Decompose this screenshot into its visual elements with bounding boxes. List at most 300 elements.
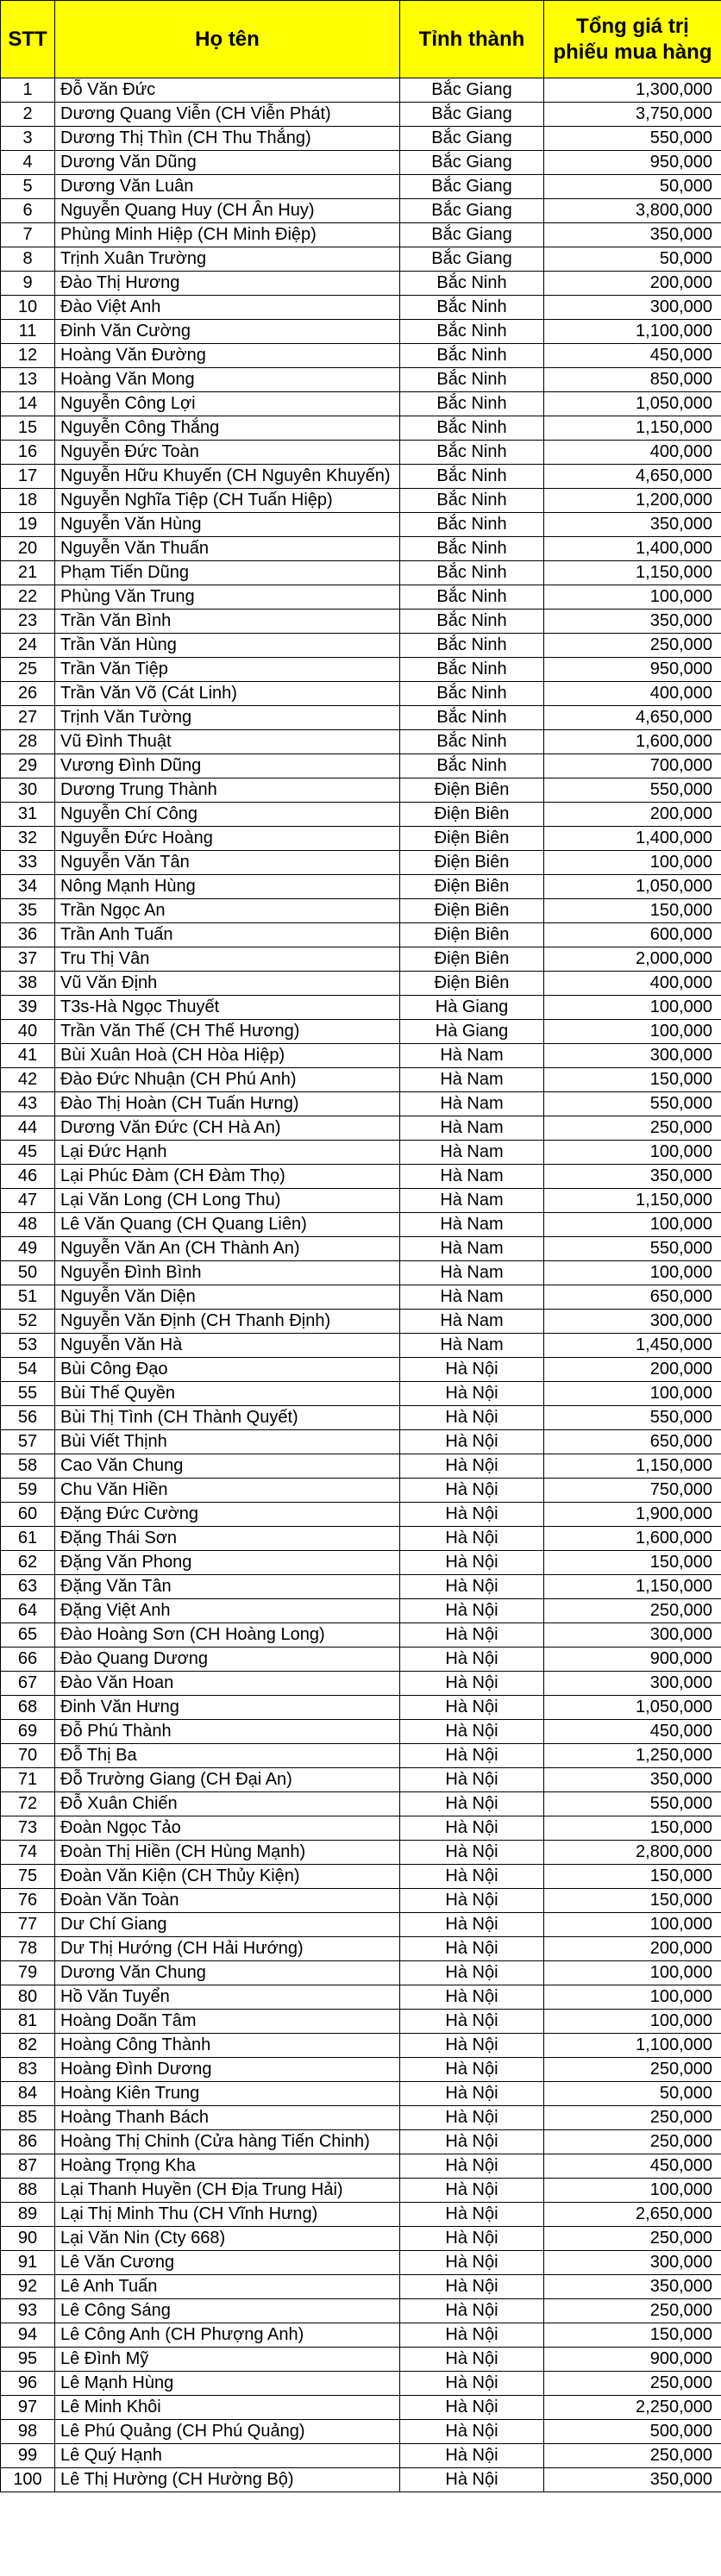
cell-name[interactable]: Lại Đức Hạnh	[55, 1141, 400, 1165]
cell-name[interactable]: Nguyễn Công Thắng	[55, 416, 400, 441]
cell-province[interactable]: Hà Nội	[400, 1406, 544, 1430]
cell-amount[interactable]: 1,050,000	[544, 875, 721, 899]
cell-province[interactable]: Hà Nội	[400, 2299, 544, 2323]
cell-amount[interactable]: 200,000	[544, 272, 721, 296]
cell-name[interactable]: Trần Văn Bình	[55, 610, 400, 634]
cell-stt[interactable]: 9	[1, 272, 55, 296]
cell-province[interactable]: Hà Nội	[400, 2348, 544, 2372]
cell-name[interactable]: Dư Chí Giang	[55, 1913, 400, 1937]
cell-stt[interactable]: 36	[1, 923, 55, 947]
cell-name[interactable]: Dương Trung Thành	[55, 778, 400, 803]
cell-amount[interactable]: 1,150,000	[544, 1189, 721, 1213]
cell-stt[interactable]: 10	[1, 296, 55, 320]
cell-stt[interactable]: 79	[1, 1961, 55, 1985]
cell-province[interactable]: Hà Nội	[400, 2130, 544, 2154]
cell-province[interactable]: Bắc Ninh	[400, 706, 544, 730]
cell-name[interactable]: Vương Đình Dũng	[55, 754, 400, 778]
cell-name[interactable]: T3s-Hà Ngọc Thuyết	[55, 996, 400, 1020]
cell-name[interactable]: Lại Phúc Đàm (CH Đàm Thọ)	[55, 1165, 400, 1189]
cell-amount[interactable]: 50,000	[544, 175, 721, 199]
cell-stt[interactable]: 60	[1, 1503, 55, 1527]
cell-amount[interactable]: 100,000	[544, 1141, 721, 1165]
cell-stt[interactable]: 34	[1, 875, 55, 899]
cell-stt[interactable]: 100	[1, 2468, 55, 2492]
cell-province[interactable]: Điện Biên	[400, 899, 544, 923]
cell-stt[interactable]: 51	[1, 1285, 55, 1310]
cell-province[interactable]: Hà Nam	[400, 1044, 544, 1068]
cell-name[interactable]: Dương Thị Thìn (CH Thu Thắng)	[55, 127, 400, 151]
cell-amount[interactable]: 1,050,000	[544, 1696, 721, 1720]
cell-province[interactable]: Hà Nội	[400, 1358, 544, 1382]
cell-amount[interactable]: 350,000	[544, 2275, 721, 2299]
cell-name[interactable]: Vũ Đình Thuật	[55, 730, 400, 754]
cell-province[interactable]: Điện Biên	[400, 778, 544, 803]
cell-name[interactable]: Hoàng Kiên Trung	[55, 2082, 400, 2106]
cell-name[interactable]: Lê Văn Quang (CH Quang Liên)	[55, 1213, 400, 1237]
cell-province[interactable]: Điện Biên	[400, 947, 544, 972]
cell-name[interactable]: Đoàn Văn Toàn	[55, 1889, 400, 1913]
cell-amount[interactable]: 150,000	[544, 1865, 721, 1889]
cell-name[interactable]: Lê Văn Cương	[55, 2251, 400, 2275]
cell-amount[interactable]: 250,000	[544, 2299, 721, 2323]
cell-name[interactable]: Nông Mạnh Hùng	[55, 875, 400, 899]
cell-stt[interactable]: 99	[1, 2444, 55, 2468]
cell-province[interactable]: Hà Nội	[400, 1575, 544, 1599]
cell-amount[interactable]: 450,000	[544, 2154, 721, 2179]
cell-stt[interactable]: 59	[1, 1479, 55, 1503]
cell-amount[interactable]: 400,000	[544, 972, 721, 996]
cell-name[interactable]: Đặng Văn Tân	[55, 1575, 400, 1599]
cell-province[interactable]: Điện Biên	[400, 851, 544, 875]
cell-province[interactable]: Bắc Ninh	[400, 272, 544, 296]
cell-amount[interactable]: 150,000	[544, 899, 721, 923]
cell-amount[interactable]: 550,000	[544, 1406, 721, 1430]
cell-province[interactable]: Hà Nam	[400, 1165, 544, 1189]
cell-name[interactable]: Nguyễn Đức Toàn	[55, 441, 400, 465]
cell-stt[interactable]: 33	[1, 851, 55, 875]
cell-province[interactable]: Hà Nội	[400, 1937, 544, 1961]
cell-province[interactable]: Hà Nội	[400, 1720, 544, 1744]
cell-amount[interactable]: 300,000	[544, 1672, 721, 1696]
cell-amount[interactable]: 50,000	[544, 247, 721, 272]
cell-amount[interactable]: 3,800,000	[544, 199, 721, 223]
cell-province[interactable]: Bắc Ninh	[400, 561, 544, 585]
cell-amount[interactable]: 550,000	[544, 1792, 721, 1816]
header-amount[interactable]: Tổng giá trị phiếu mua hàng	[544, 1, 721, 78]
cell-amount[interactable]: 700,000	[544, 754, 721, 778]
cell-stt[interactable]: 70	[1, 1744, 55, 1768]
cell-amount[interactable]: 300,000	[544, 2251, 721, 2275]
cell-amount[interactable]: 200,000	[544, 803, 721, 827]
cell-province[interactable]: Hà Nội	[400, 2010, 544, 2034]
cell-name[interactable]: Lê Phú Quảng (CH Phú Quảng)	[55, 2420, 400, 2444]
cell-stt[interactable]: 30	[1, 778, 55, 803]
cell-amount[interactable]: 100,000	[544, 2010, 721, 2034]
cell-amount[interactable]: 300,000	[544, 1310, 721, 1334]
cell-name[interactable]: Nguyễn Văn Hùng	[55, 513, 400, 537]
cell-amount[interactable]: 250,000	[544, 2444, 721, 2468]
cell-stt[interactable]: 25	[1, 658, 55, 682]
cell-amount[interactable]: 600,000	[544, 923, 721, 947]
cell-stt[interactable]: 86	[1, 2130, 55, 2154]
cell-name[interactable]: Đào Việt Anh	[55, 296, 400, 320]
cell-amount[interactable]: 350,000	[544, 610, 721, 634]
cell-stt[interactable]: 69	[1, 1720, 55, 1744]
cell-name[interactable]: Đỗ Xuân Chiến	[55, 1792, 400, 1816]
cell-province[interactable]: Bắc Ninh	[400, 392, 544, 416]
cell-amount[interactable]: 400,000	[544, 682, 721, 706]
cell-amount[interactable]: 250,000	[544, 1599, 721, 1623]
cell-amount[interactable]: 550,000	[544, 1237, 721, 1261]
cell-stt[interactable]: 67	[1, 1672, 55, 1696]
cell-name[interactable]: Hoàng Văn Đường	[55, 344, 400, 368]
cell-amount[interactable]: 1,050,000	[544, 392, 721, 416]
cell-name[interactable]: Nguyễn Nghĩa Tiệp (CH Tuấn Hiệp)	[55, 489, 400, 513]
cell-amount[interactable]: 100,000	[544, 585, 721, 610]
cell-stt[interactable]: 87	[1, 2154, 55, 2179]
cell-amount[interactable]: 1,300,000	[544, 78, 721, 103]
cell-stt[interactable]: 13	[1, 368, 55, 392]
cell-stt[interactable]: 29	[1, 754, 55, 778]
cell-amount[interactable]: 1,150,000	[544, 1575, 721, 1599]
cell-province[interactable]: Hà Nội	[400, 1527, 544, 1551]
cell-stt[interactable]: 98	[1, 2420, 55, 2444]
cell-name[interactable]: Nguyễn Văn Thuấn	[55, 537, 400, 561]
cell-stt[interactable]: 27	[1, 706, 55, 730]
cell-stt[interactable]: 26	[1, 682, 55, 706]
cell-province[interactable]: Bắc Giang	[400, 151, 544, 175]
cell-province[interactable]: Hà Nam	[400, 1189, 544, 1213]
cell-stt[interactable]: 62	[1, 1551, 55, 1575]
cell-province[interactable]: Bắc Ninh	[400, 296, 544, 320]
cell-amount[interactable]: 750,000	[544, 1479, 721, 1503]
cell-amount[interactable]: 950,000	[544, 151, 721, 175]
cell-name[interactable]: Trần Văn Hùng	[55, 634, 400, 658]
cell-name[interactable]: Lại Văn Long (CH Long Thu)	[55, 1189, 400, 1213]
cell-name[interactable]: Phạm Tiến Dũng	[55, 561, 400, 585]
cell-stt[interactable]: 15	[1, 416, 55, 441]
cell-province[interactable]: Hà Nội	[400, 1454, 544, 1479]
cell-name[interactable]: Lê Quý Hạnh	[55, 2444, 400, 2468]
cell-province[interactable]: Hà Nội	[400, 2468, 544, 2492]
cell-stt[interactable]: 22	[1, 585, 55, 610]
cell-amount[interactable]: 1,600,000	[544, 730, 721, 754]
cell-stt[interactable]: 18	[1, 489, 55, 513]
cell-name[interactable]: Bùi Viết Thịnh	[55, 1430, 400, 1454]
cell-name[interactable]: Lê Anh Tuấn	[55, 2275, 400, 2299]
cell-stt[interactable]: 91	[1, 2251, 55, 2275]
cell-name[interactable]: Trịnh Xuân Trường	[55, 247, 400, 272]
cell-province[interactable]: Hà Giang	[400, 996, 544, 1020]
cell-province[interactable]: Hà Nội	[400, 2106, 544, 2130]
cell-stt[interactable]: 7	[1, 223, 55, 247]
cell-amount[interactable]: 200,000	[544, 1358, 721, 1382]
cell-stt[interactable]: 89	[1, 2203, 55, 2227]
cell-amount[interactable]: 2,250,000	[544, 2396, 721, 2420]
cell-province[interactable]: Hà Nội	[400, 2372, 544, 2396]
cell-amount[interactable]: 550,000	[544, 778, 721, 803]
cell-stt[interactable]: 95	[1, 2348, 55, 2372]
cell-name[interactable]: Trần Văn Võ (Cát Linh)	[55, 682, 400, 706]
cell-province[interactable]: Hà Nội	[400, 1672, 544, 1696]
cell-stt[interactable]: 49	[1, 1237, 55, 1261]
cell-name[interactable]: Đoàn Văn Kiện (CH Thủy Kiện)	[55, 1865, 400, 1889]
cell-stt[interactable]: 20	[1, 537, 55, 561]
cell-stt[interactable]: 46	[1, 1165, 55, 1189]
cell-amount[interactable]: 100,000	[544, 1382, 721, 1406]
cell-province[interactable]: Bắc Giang	[400, 247, 544, 272]
cell-province[interactable]: Hà Nội	[400, 1889, 544, 1913]
cell-amount[interactable]: 250,000	[544, 2372, 721, 2396]
cell-province[interactable]: Bắc Ninh	[400, 441, 544, 465]
cell-name[interactable]: Phùng Minh Hiệp (CH Minh Điệp)	[55, 223, 400, 247]
cell-stt[interactable]: 16	[1, 441, 55, 465]
cell-name[interactable]: Đào Thị Hương	[55, 272, 400, 296]
cell-stt[interactable]: 73	[1, 1816, 55, 1841]
cell-province[interactable]: Bắc Giang	[400, 223, 544, 247]
cell-name[interactable]: Chu Văn Hiền	[55, 1479, 400, 1503]
cell-amount[interactable]: 100,000	[544, 2179, 721, 2203]
cell-name[interactable]: Hoàng Công Thành	[55, 2034, 400, 2058]
cell-stt[interactable]: 84	[1, 2082, 55, 2106]
cell-name[interactable]: Đào Quang Dương	[55, 1648, 400, 1672]
cell-province[interactable]: Hà Nam	[400, 1334, 544, 1358]
cell-province[interactable]: Bắc Ninh	[400, 634, 544, 658]
cell-name[interactable]: Trịnh Văn Tường	[55, 706, 400, 730]
cell-province[interactable]: Bắc Ninh	[400, 585, 544, 610]
cell-province[interactable]: Bắc Ninh	[400, 610, 544, 634]
cell-amount[interactable]: 350,000	[544, 223, 721, 247]
cell-stt[interactable]: 32	[1, 827, 55, 851]
cell-stt[interactable]: 40	[1, 1020, 55, 1044]
cell-amount[interactable]: 1,900,000	[544, 1503, 721, 1527]
cell-amount[interactable]: 100,000	[544, 1213, 721, 1237]
cell-stt[interactable]: 78	[1, 1937, 55, 1961]
cell-province[interactable]: Hà Nam	[400, 1261, 544, 1285]
cell-name[interactable]: Đỗ Trường Giang (CH Đại An)	[55, 1768, 400, 1792]
cell-name[interactable]: Lại Văn Nin (Cty 668)	[55, 2227, 400, 2251]
cell-amount[interactable]: 400,000	[544, 441, 721, 465]
cell-name[interactable]: Dương Văn Đức (CH Hà An)	[55, 1116, 400, 1141]
cell-province[interactable]: Bắc Ninh	[400, 416, 544, 441]
cell-amount[interactable]: 250,000	[544, 2130, 721, 2154]
cell-stt[interactable]: 90	[1, 2227, 55, 2251]
cell-name[interactable]: Hoàng Đình Dương	[55, 2058, 400, 2082]
cell-province[interactable]: Bắc Giang	[400, 103, 544, 127]
cell-province[interactable]: Hà Nam	[400, 1285, 544, 1310]
cell-stt[interactable]: 2	[1, 103, 55, 127]
cell-name[interactable]: Nguyễn Văn Diện	[55, 1285, 400, 1310]
cell-name[interactable]: Đặng Thái Sơn	[55, 1527, 400, 1551]
cell-name[interactable]: Hoàng Trọng Kha	[55, 2154, 400, 2179]
header-province[interactable]: Tỉnh thành	[400, 1, 544, 78]
cell-province[interactable]: Bắc Ninh	[400, 754, 544, 778]
cell-amount[interactable]: 550,000	[544, 1092, 721, 1116]
cell-stt[interactable]: 11	[1, 320, 55, 344]
cell-province[interactable]: Hà Nội	[400, 1623, 544, 1648]
cell-stt[interactable]: 38	[1, 972, 55, 996]
cell-stt[interactable]: 14	[1, 392, 55, 416]
cell-province[interactable]: Hà Nội	[400, 1865, 544, 1889]
cell-name[interactable]: Dương Quang Viễn (CH Viễn Phát)	[55, 103, 400, 127]
cell-amount[interactable]: 2,800,000	[544, 1841, 721, 1865]
cell-amount[interactable]: 900,000	[544, 2348, 721, 2372]
cell-stt[interactable]: 85	[1, 2106, 55, 2130]
cell-amount[interactable]: 150,000	[544, 1551, 721, 1575]
cell-name[interactable]: Nguyễn Văn An (CH Thành An)	[55, 1237, 400, 1261]
cell-stt[interactable]: 31	[1, 803, 55, 827]
cell-name[interactable]: Dư Thị Hướng (CH Hải Hướng)	[55, 1937, 400, 1961]
cell-name[interactable]: Lê Mạnh Hùng	[55, 2372, 400, 2396]
cell-name[interactable]: Lại Thanh Huyền (CH Địa Trung Hải)	[55, 2179, 400, 2203]
cell-province[interactable]: Hà Nội	[400, 2420, 544, 2444]
cell-amount[interactable]: 100,000	[544, 1985, 721, 2010]
cell-stt[interactable]: 83	[1, 2058, 55, 2082]
cell-name[interactable]: Hoàng Thanh Bách	[55, 2106, 400, 2130]
cell-amount[interactable]: 100,000	[544, 1913, 721, 1937]
cell-amount[interactable]: 1,150,000	[544, 1454, 721, 1479]
cell-province[interactable]: Hà Nam	[400, 1237, 544, 1261]
cell-name[interactable]: Lê Thị Hường (CH Hường Bộ)	[55, 2468, 400, 2492]
cell-province[interactable]: Hà Giang	[400, 1020, 544, 1044]
cell-amount[interactable]: 250,000	[544, 2106, 721, 2130]
cell-name[interactable]: Đào Hoàng Sơn (CH Hoàng Long)	[55, 1623, 400, 1648]
cell-name[interactable]: Tru Thị Vân	[55, 947, 400, 972]
cell-stt[interactable]: 97	[1, 2396, 55, 2420]
cell-stt[interactable]: 61	[1, 1527, 55, 1551]
cell-name[interactable]: Trần Văn Tiệp	[55, 658, 400, 682]
cell-name[interactable]: Đào Văn Hoan	[55, 1672, 400, 1696]
cell-name[interactable]: Đặng Văn Phong	[55, 1551, 400, 1575]
cell-name[interactable]: Đặng Đức Cường	[55, 1503, 400, 1527]
cell-name[interactable]: Đinh Văn Hưng	[55, 1696, 400, 1720]
cell-amount[interactable]: 850,000	[544, 368, 721, 392]
cell-stt[interactable]: 71	[1, 1768, 55, 1792]
cell-province[interactable]: Hà Nội	[400, 1599, 544, 1623]
cell-amount[interactable]: 1,400,000	[544, 537, 721, 561]
cell-province[interactable]: Hà Nội	[400, 1961, 544, 1985]
cell-name[interactable]: Phùng Văn Trung	[55, 585, 400, 610]
cell-stt[interactable]: 63	[1, 1575, 55, 1599]
cell-stt[interactable]: 82	[1, 2034, 55, 2058]
cell-province[interactable]: Bắc Ninh	[400, 368, 544, 392]
cell-stt[interactable]: 68	[1, 1696, 55, 1720]
cell-province[interactable]: Bắc Giang	[400, 127, 544, 151]
cell-stt[interactable]: 41	[1, 1044, 55, 1068]
cell-amount[interactable]: 150,000	[544, 1068, 721, 1092]
header-name[interactable]: Họ tên	[55, 1, 400, 78]
cell-amount[interactable]: 100,000	[544, 851, 721, 875]
cell-province[interactable]: Hà Nội	[400, 1648, 544, 1672]
cell-name[interactable]: Đào Thị Hoàn (CH Tuấn Hưng)	[55, 1092, 400, 1116]
cell-amount[interactable]: 300,000	[544, 296, 721, 320]
cell-stt[interactable]: 96	[1, 2372, 55, 2396]
cell-amount[interactable]: 450,000	[544, 1720, 721, 1744]
cell-province[interactable]: Hà Nội	[400, 2179, 544, 2203]
cell-name[interactable]: Đỗ Văn Đức	[55, 78, 400, 103]
cell-stt[interactable]: 37	[1, 947, 55, 972]
cell-province[interactable]: Hà Nội	[400, 2203, 544, 2227]
cell-province[interactable]: Hà Nội	[400, 2323, 544, 2348]
cell-name[interactable]: Lại Thị Minh Thu (CH Vĩnh Hưng)	[55, 2203, 400, 2227]
cell-amount[interactable]: 100,000	[544, 1961, 721, 1985]
cell-name[interactable]: Đoàn Ngọc Tảo	[55, 1816, 400, 1841]
cell-amount[interactable]: 650,000	[544, 1430, 721, 1454]
cell-province[interactable]: Bắc Ninh	[400, 658, 544, 682]
cell-stt[interactable]: 77	[1, 1913, 55, 1937]
header-stt[interactable]: STT	[1, 1, 55, 78]
cell-stt[interactable]: 65	[1, 1623, 55, 1648]
cell-province[interactable]: Bắc Ninh	[400, 682, 544, 706]
cell-province[interactable]: Hà Nội	[400, 1503, 544, 1527]
cell-stt[interactable]: 88	[1, 2179, 55, 2203]
cell-name[interactable]: Bùi Thị Tình (CH Thành Quyết)	[55, 1406, 400, 1430]
cell-stt[interactable]: 24	[1, 634, 55, 658]
cell-province[interactable]: Bắc Ninh	[400, 513, 544, 537]
cell-amount[interactable]: 250,000	[544, 634, 721, 658]
cell-stt[interactable]: 12	[1, 344, 55, 368]
cell-stt[interactable]: 42	[1, 1068, 55, 1092]
cell-province[interactable]: Hà Nội	[400, 2034, 544, 2058]
cell-amount[interactable]: 900,000	[544, 1648, 721, 1672]
cell-amount[interactable]: 250,000	[544, 1116, 721, 1141]
cell-name[interactable]: Lê Minh Khôi	[55, 2396, 400, 2420]
cell-province[interactable]: Bắc Ninh	[400, 344, 544, 368]
cell-stt[interactable]: 28	[1, 730, 55, 754]
cell-name[interactable]: Dương Văn Chung	[55, 1961, 400, 1985]
cell-stt[interactable]: 54	[1, 1358, 55, 1382]
cell-amount[interactable]: 300,000	[544, 1623, 721, 1648]
cell-amount[interactable]: 2,000,000	[544, 947, 721, 972]
cell-stt[interactable]: 43	[1, 1092, 55, 1116]
cell-amount[interactable]: 4,650,000	[544, 706, 721, 730]
cell-province[interactable]: Hà Nội	[400, 2227, 544, 2251]
cell-name[interactable]: Dương Văn Luân	[55, 175, 400, 199]
cell-stt[interactable]: 75	[1, 1865, 55, 1889]
cell-province[interactable]: Điện Biên	[400, 803, 544, 827]
cell-name[interactable]: Lê Công Anh (CH Phượng Anh)	[55, 2323, 400, 2348]
cell-amount[interactable]: 350,000	[544, 513, 721, 537]
cell-stt[interactable]: 94	[1, 2323, 55, 2348]
cell-amount[interactable]: 1,600,000	[544, 1527, 721, 1551]
cell-province[interactable]: Hà Nội	[400, 1841, 544, 1865]
cell-stt[interactable]: 44	[1, 1116, 55, 1141]
cell-province[interactable]: Hà Nội	[400, 2082, 544, 2106]
cell-stt[interactable]: 53	[1, 1334, 55, 1358]
cell-amount[interactable]: 2,650,000	[544, 2203, 721, 2227]
cell-province[interactable]: Bắc Ninh	[400, 489, 544, 513]
cell-stt[interactable]: 52	[1, 1310, 55, 1334]
cell-name[interactable]: Đoàn Thị Hiền (CH Hùng Mạnh)	[55, 1841, 400, 1865]
cell-stt[interactable]: 19	[1, 513, 55, 537]
cell-name[interactable]: Đỗ Phú Thành	[55, 1720, 400, 1744]
cell-amount[interactable]: 300,000	[544, 1044, 721, 1068]
cell-stt[interactable]: 57	[1, 1430, 55, 1454]
cell-name[interactable]: Hoàng Thị Chinh (Cửa hàng Tiến Chinh)	[55, 2130, 400, 2154]
cell-name[interactable]: Nguyễn Đức Hoàng	[55, 827, 400, 851]
cell-province[interactable]: Hà Nội	[400, 1985, 544, 2010]
cell-province[interactable]: Hà Nội	[400, 1479, 544, 1503]
cell-province[interactable]: Hà Nam	[400, 1310, 544, 1334]
cell-stt[interactable]: 45	[1, 1141, 55, 1165]
cell-name[interactable]: Nguyễn Văn Định (CH Thanh Định)	[55, 1310, 400, 1334]
cell-name[interactable]: Hoàng Văn Mong	[55, 368, 400, 392]
cell-province[interactable]: Hà Nội	[400, 2154, 544, 2179]
cell-amount[interactable]: 100,000	[544, 996, 721, 1020]
cell-stt[interactable]: 5	[1, 175, 55, 199]
cell-province[interactable]: Hà Nam	[400, 1092, 544, 1116]
cell-amount[interactable]: 350,000	[544, 2468, 721, 2492]
